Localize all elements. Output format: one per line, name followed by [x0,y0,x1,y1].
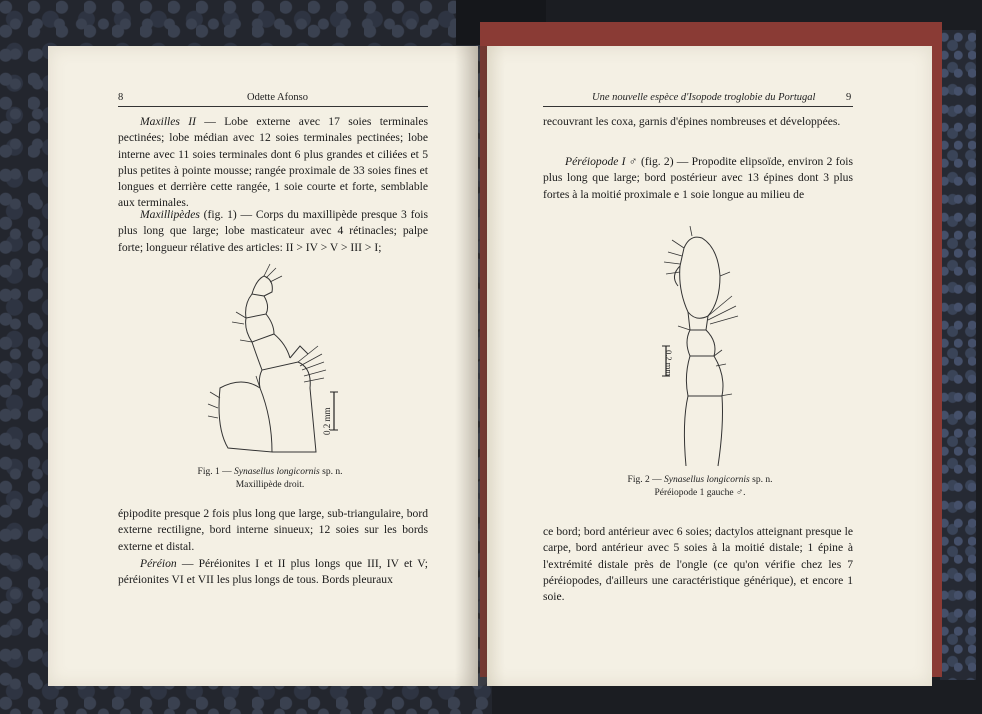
right-page-number: 9 [846,92,852,103]
left-page-number: 8 [118,92,124,103]
book-gutter-shadow [455,46,487,686]
left-paragraph-maxillipedes-lead: Maxillipèdes [140,208,200,221]
figure-1-maxilliped-drawing [200,258,360,458]
figure-1-caption-line2: Maxillipède droit. [235,480,305,490]
left-paragraph-maxilles [118,114,428,212]
figure-2-caption-suffix: sp. n. [749,475,773,485]
figure-1-caption-species: Synasellus longicornis [233,467,320,477]
figure-2-caption-prefix: Fig. 2 — [627,475,664,485]
left-paragraph-maxilles-lead: Maxilles II [140,115,196,128]
figure-2-caption [580,474,820,500]
figure-1-caption-suffix: sp. n. [319,467,343,477]
left-paragraph-maxillipedes [118,207,428,256]
right-paragraph-pereiopode [543,154,853,203]
right-paragraph-coxa-body: recouvrant les coxa, garnis d'épines nombreuses et développées. [543,115,841,128]
left-paragraph-epipodite-body: épipodite presque 2 fois plus long que large, sub-triangulaire, bord externe rectiligne, bord interne sinueux; 12 soies sur les bords externe et distal. [118,507,428,553]
figure-2-scale-label: 0.2 mm [664,350,674,376]
right-running-head: Une nouvelle espèce d'Isopode troglobie du Portugal [592,92,816,103]
left-header-rule [118,106,428,107]
left-paragraph-epipodite [118,506,428,555]
right-paragraph-pereiopode-body: (fig. 2) — Propodite elipsoïde, environ 2 fois plus long que large; bord postérieur avec 13 épines dont 3 plus fortes à la moitié proximale e 1 soie longue au milieu de [543,155,853,201]
left-paragraph-maxillipedes-body: (fig. 1) — Corps du maxillipède presque 3 fois plus long que large; lobe masticateur avec 4 rétinacles; palpe forte; longueur rélative des articles: II > IV > V > III > I; [118,208,428,254]
right-paragraph-dactylos-body: ce bord; bord antérieur avec 6 soies; dactylos atteignant presque le carpe, bord antérieur avec 5 soies à la moitié distale; 1 épine à l'extrémité distale près de l'ongle (ce qu'on vérifie chez les 7 péréiopodes, d'ailleurs une caractéristique générique), et encore 1 soie. [543,525,853,604]
right-paragraph-dactylos [543,524,853,605]
left-paragraph-pereion-body: — Péréionites I et II plus longs que III, IV et V; péréionites VI et VII les plus longs de tous. Bords pleuraux [118,557,428,587]
figure-1-caption [150,466,390,492]
right-paragraph-pereiopode-lead: Péréiopode I ♂ [565,155,638,168]
left-paragraph-pereion-lead: Péréion [140,557,177,570]
left-paragraph-pereion [118,556,428,589]
figure-1-scale-label: 0.2 mm [322,407,332,435]
left-paragraph-maxilles-body: — Lobe externe avec 17 soies terminales pectinées; lobe médian avec 12 soies terminales pectinées; lobe interne avec 11 soies terminales dont 6 plus grandes et ciliées et 5 plus petites à pointe mousse; rangée proximale de 33 soies fines et longues et derrière cette rangée, 1 soie courte et forte, semblable aux terminales. [118,115,429,210]
figure-2-pereiopod-drawing [650,226,760,472]
right-header-rule [543,106,853,107]
figure-1-caption-prefix: Fig. 1 — [197,467,234,477]
left-running-head: Odette Afonso [247,92,308,103]
right-paragraph-coxa [543,114,853,130]
figure-2-caption-line2: Péréiopode 1 gauche ♂. [654,488,746,498]
figure-2-caption-species: Synasellus longicornis [663,475,750,485]
